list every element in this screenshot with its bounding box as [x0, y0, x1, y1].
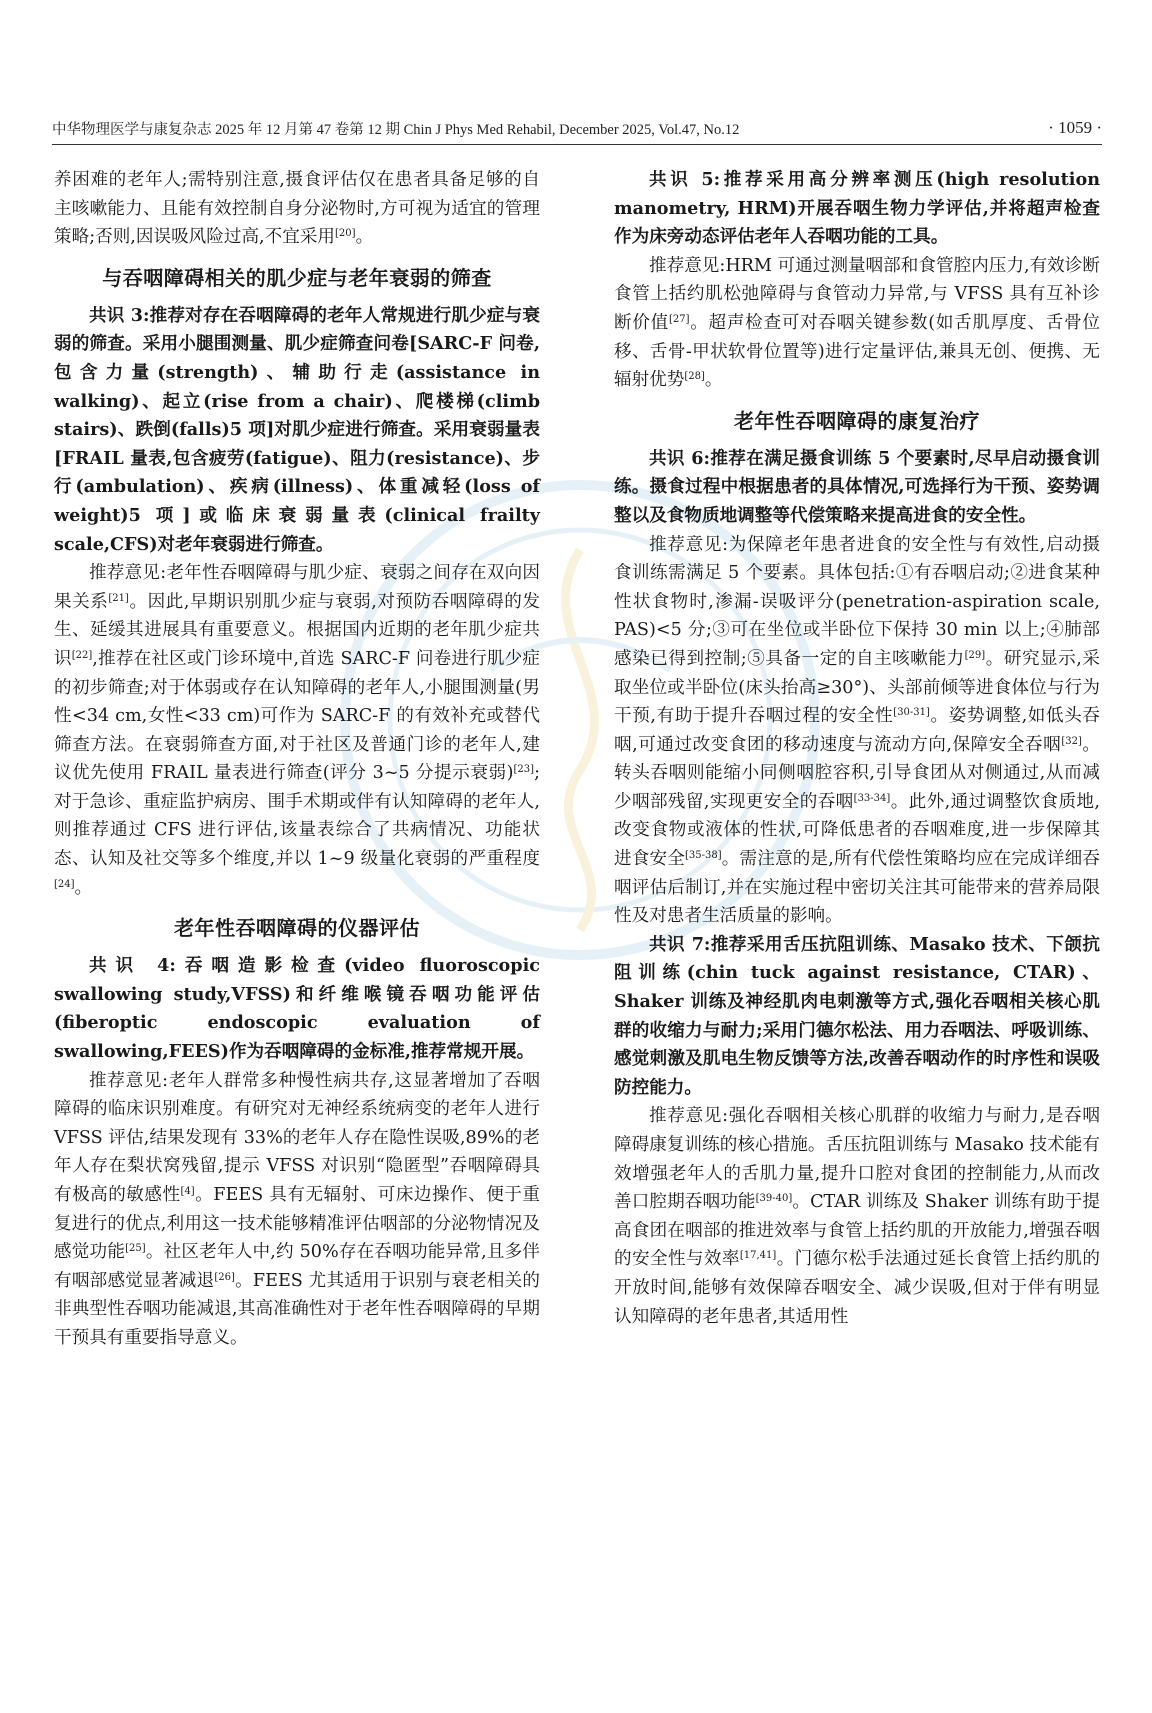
recommendation-paragraph: 推荐意见:老年性吞咽障碍与肌少症、衰弱之间存在双向因果关系[21]。因此,早期识别肌少症与衰弱,对预防吞咽障碍的发生、延缓其进展具有重要意义。根据国内近期的老年肌少症共识[22],推荐在社区或门诊环境中,首选 SARC-F 问卷进行肌少症的初步筛查;对于体弱或存在认知障碍的老年人,小腿围测量(男性<34 cm,女性<33 cm)可作为 SARC-F 的有效补充或替代筛查方法。在衰弱筛查方面,对于社区及普通门诊的老年人,建议优先使用 FRAIL 量表进行筛查(评分 3~5 分提示衰弱)[23];对于急诊、重症监护病房、围手术期或伴有认知障碍的老年人,则推荐通过 CFS 进行评估,该量表综合了共病情况、功能状态、认知及社交等多个维度,并以 1~9 级量化衰弱的严重程度[24]。 [54, 563, 540, 898]
citation-ref: [23] [513, 764, 535, 776]
citation-ref: [29] [964, 649, 986, 661]
citation-ref: [35-38] [684, 850, 722, 862]
right-column [614, 166, 1100, 1331]
journal-citation: 中华物理医学与康复杂志 2025 年 12 月第 47 卷第 12 期 Chin J Phys Med Rehabil, December 2025, Vol.47, No.12 [52, 122, 740, 138]
citation-ref: [27] [668, 313, 690, 325]
recommendation-paragraph: 推荐意见:HRM 可通过测量咽部和食管腔内压力,有效诊断食管上括约肌松弛障碍与食管动力异常,与 VFSS 具有互补诊断价值[27]。超声检查可对吞咽关键参数(如舌肌厚度、舌骨位移、舌骨-甲状软骨位置等)进行定量评估,兼具无创、便携、无辐射优势[28]。 [614, 255, 1100, 391]
citation-ref: [39-40] [755, 1193, 793, 1205]
header-divider [52, 144, 1102, 145]
section-heading: 老年性吞咽障碍的仪器评估 [174, 916, 420, 941]
section-heading: 与吞咽障碍相关的肌少症与老年衰弱的筛查 [102, 265, 492, 290]
page-number: · 1059 · [1048, 118, 1102, 137]
consensus-statement: 共识 6:推荐在满足摄食训练 5 个要素时,尽早启动摄食训练。摄食过程中根据患者的具体情况,可选择行为干预、姿势调整以及食物质地调整等代偿策略来提高进食的安全性。 [614, 447, 1100, 526]
paragraph: 养困难的老年人;需特别注意,摄食评估仅在患者具备足够的自主咳嗽能力、且能有效控制自身分泌物时,方可视为适宜的管理策略;否则,因误吸风险过高,不宜采用[20]。 [54, 170, 540, 248]
recommendation-paragraph: 推荐意见:强化吞咽相关核心肌群的收缩力与耐力,是吞咽障碍康复训练的核心措施。舌压抗阻训练与 Masako 技术能有效增强老年人的舌肌力量,提升口腔对食团的控制能力,从而改善口腔期吞咽功能[39-40]。CTAR 训练及 Shaker 训练有助于提高食团在咽部的推进效率与食管上括约肌的开放能力,增强吞咽的安全性与效率[17,41]。门德尔松手法通过延长食管上括约肌的开放时间,能够有效保障吞咽安全、减少误吸,但对于伴有明显认知障碍的老年患者,其适用性 [614, 1106, 1100, 1327]
citation-ref: [24] [54, 878, 75, 890]
consensus-statement: 共识 4:吞咽造影检查(video fluoroscopic swallowing study,VFSS)和纤维喉镜吞咽功能评估(fiberoptic endoscopic evaluation of swallowing,FEES)作为吞咽障碍的金标准,推荐常规开展。 [54, 955, 540, 1063]
citation-ref: [20] [335, 228, 356, 240]
consensus-statement: 共识 3:推荐对存在吞咽障碍的老年人常规进行肌少症与衰弱的筛查。采用小腿围测量、肌少症筛查问卷[SARC-F 问卷,包含力量(strength)、辅助行走(assistance in walking)、起立(rise from a chair)、爬楼梯(climb stairs)、跌倒(falls)5 项]对肌少症进行筛查。采用衰弱量表[FRAIL 量表,包含疲劳(fatigue)、阻力(resistance)、步行(ambulation)、疾病(illness)、体重减轻(loss of weight)5 项]或临床衰弱量表(clinical frailty scale,CFS)对老年衰弱进行筛查。 [54, 304, 540, 555]
citation-ref: [33-34] [853, 792, 891, 804]
citation-ref: [28] [684, 371, 705, 383]
citation-ref: [21] [108, 592, 129, 604]
consensus-statement: 共识 5:推荐采用高分辨率测压(high resolution manometry, HRM)开展吞咽生物力学评估,并将超声检查作为床旁动态评估老年人吞咽功能的工具。 [614, 169, 1100, 248]
section-heading: 老年性吞咽障碍的康复治疗 [734, 408, 980, 433]
citation-ref: [25] [125, 1243, 146, 1255]
citation-ref: [22] [71, 649, 93, 661]
citation-ref: [30-31] [893, 707, 930, 719]
recommendation-paragraph: 推荐意见:为保障老年患者进食的安全性与有效性,启动摄食训练需满足 5 个要素。具体包括:①有吞咽启动;②进食某种性状食物时,渗漏-误吸评分(penetration-aspiration scale, PAS)<5 分;③可在坐位或半卧位下保持 30 min 以上;④肺部感染已得到控制;⑤具备一定的自主咳嗽能力[29]。研究显示,采取坐位或半卧位(床头抬高≥30°)、头部前倾等进食体位与行为干预,有助于提升吞咽过程的安全性[30-31]。姿势调整,如低头吞咽,可通过改变食团的移动速度与流动方向,保障安全吞咽[32]。转头吞咽则能缩小同侧咽腔容积,引导食团从对侧通过,从而减少咽部残留,实现更安全的吞咽[33-34]。此外,通过调整饮食质地,改变食物或液体的性状,可降低患者的吞咽难度,进一步保障其进食安全[35-38]。需注意的是,所有代偿性策略均应在完成详细吞咽评估后制订,并在实施过程中密切关注其可能带来的营养局限性及对患者生活质量的影响。 [614, 534, 1100, 927]
consensus-statement: 共识 7:推荐采用舌压抗阻训练、Masako 技术、下颌抗阻训练(chin tuck against resistance, CTAR)、Shaker 训练及神经肌肉电刺激等方式,强化吞咽相关核心肌群的收缩力与耐力;采用门德尔松法、用力吞咽法、呼吸训练、感觉刺激及肌电生物反馈等方法,改善吞咽动作的时序性和误吸防控能力。 [614, 933, 1100, 1098]
citation-ref: [32] [1061, 735, 1082, 747]
citation-ref: [26] [214, 1271, 235, 1283]
citation-ref: [17,41] [739, 1250, 777, 1262]
running-header [52, 118, 1102, 144]
left-column [54, 166, 540, 1353]
citation-ref: [4] [180, 1186, 195, 1197]
recommendation-paragraph: 推荐意见:老年人群常多种慢性病共存,这显著增加了吞咽障碍的临床识别难度。有研究对无神经系统病变的老年人进行 VFSS 评估,结果发现有 33%的老年人存在隐性误吸,89%的老年人存在梨状窝残留,提示 VFSS 对识别“隐匿型”吞咽障碍具有极高的敏感性[4]。FEES 具有无辐射、可床边操作、便于重复进行的优点,利用这一技术能够精准评估咽部的分泌物情况及感觉功能[25]。社区老年人中,约 50%存在吞咽功能异常,且多伴有咽部感觉显著减退[26]。FEES 尤其适用于识别与衰老相关的非典型性吞咽功能减退,其高准确性对于老年性吞咽障碍的早期干预具有重要指导意义。 [54, 1070, 540, 1348]
